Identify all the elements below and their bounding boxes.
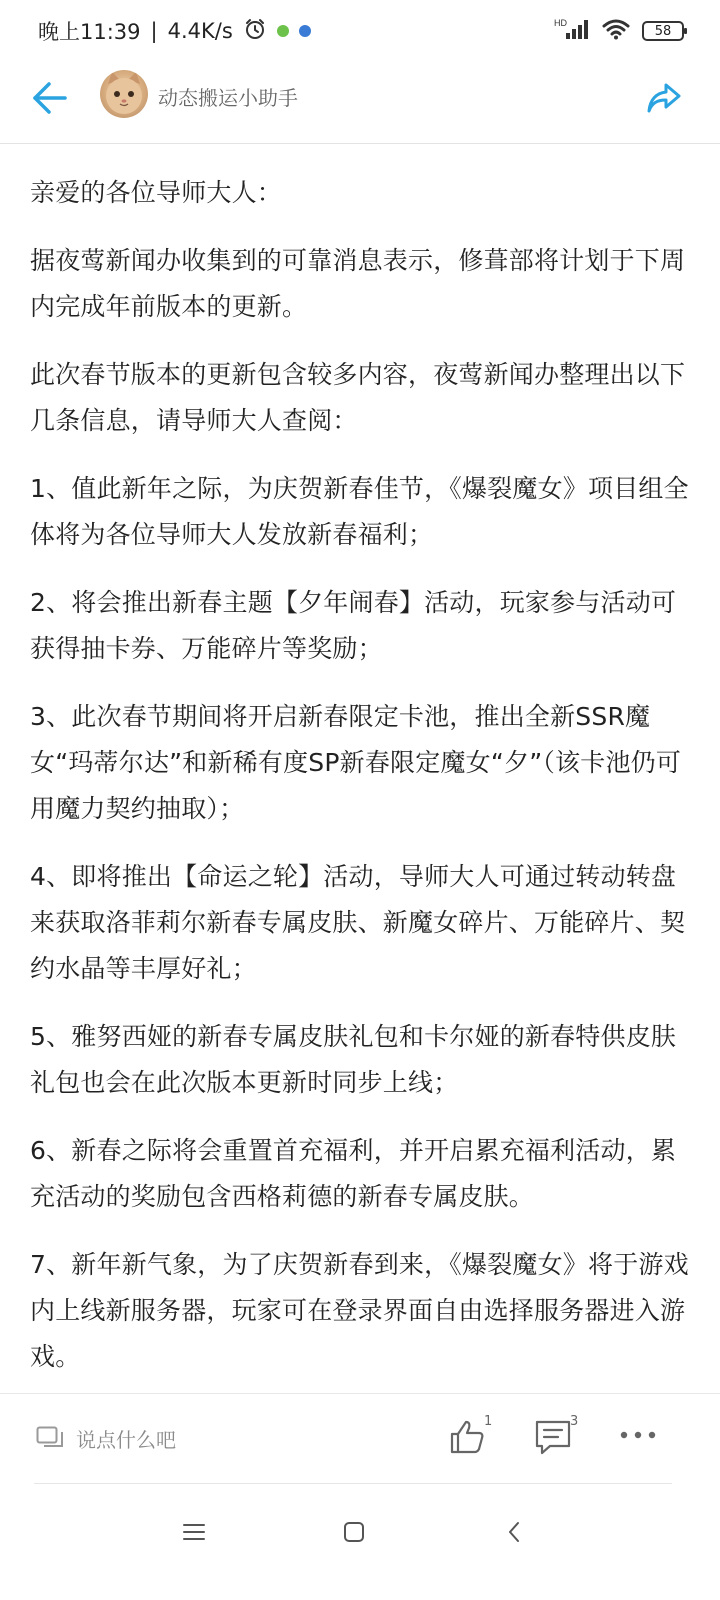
- paragraph-item-3: 3、此次春节期间将开启新春限定卡池，推出全新SSR魔女“玛蒂尔达”和新稀有度SP新春限定魔女“夕”（该卡池仍可用魔力契约抽取）；: [30, 702, 682, 823]
- network-label: HD: [554, 17, 567, 28]
- status-separator: |: [150, 19, 158, 43]
- status-bar: [0, 0, 720, 62]
- wifi-icon: [602, 18, 630, 45]
- paragraph-item-6: 6、新春之际将会重置首充福利，并开启累充福利活动，累充活动的奖励包含西格莉德的新春专属皮肤。: [30, 1136, 677, 1211]
- cat-avatar-icon: [100, 70, 148, 118]
- nav-menu-button[interactable]: [174, 1512, 214, 1552]
- bottom-divider: [34, 1483, 672, 1484]
- comment-input[interactable]: [36, 1424, 176, 1453]
- avatar[interactable]: [100, 70, 148, 118]
- paragraph-item-2: 2、将会推出新春主题【夕年闹春】活动，玩家参与活动可获得抽卡券、万能碎片等奖励；: [30, 588, 677, 663]
- paragraph-item-7: 7、新年新气象，为了庆贺新春到来，《爆裂魔女》将于游戏内上线新服务器，玩家可在登录界面自由选择服务器进入游戏。: [30, 1250, 689, 1371]
- comment-count: 3: [570, 1414, 579, 1429]
- alarm-icon: [243, 17, 267, 46]
- nav-home-button[interactable]: [334, 1512, 374, 1552]
- more-icon: [618, 1428, 658, 1442]
- like-button[interactable]: [448, 1414, 493, 1456]
- signal-icon: [554, 17, 590, 46]
- paragraph-greeting: 亲爱的各位导师大人：: [30, 178, 283, 207]
- status-speed: 4.4K/s: [167, 19, 233, 43]
- status-right: [554, 17, 684, 46]
- app-header: [0, 62, 720, 144]
- thumbs-up-icon: [448, 1418, 486, 1456]
- battery-level: 58: [654, 23, 672, 39]
- status-left: [38, 16, 311, 46]
- paragraph-item-4: 4、即将推出【命运之轮】活动，导师大人可通过转动转盘来获取洛菲莉尔新春专属皮肤、新魔女碎片、万能碎片、契约水晶等丰厚好礼；: [30, 862, 686, 983]
- battery-icon: [642, 21, 684, 41]
- more-button[interactable]: [618, 1428, 658, 1442]
- back-arrow-icon: [31, 81, 69, 115]
- home-square-icon: [342, 1520, 366, 1544]
- status-time: 晚上11:39: [38, 20, 141, 44]
- app-notification-blue-icon: [299, 25, 311, 37]
- comment-placeholder: 说点什么吧: [76, 1428, 176, 1452]
- comment-input-icon: [36, 1426, 64, 1452]
- system-nav-bar: [0, 1490, 720, 1570]
- menu-icon: [182, 1522, 206, 1542]
- bottom-action-bar: [0, 1393, 720, 1483]
- nav-back-button[interactable]: [494, 1512, 534, 1552]
- paragraph-summary: 此次春节版本的更新包含较多内容，夜莺新闻办整理出以下几条信息，请导师大人查阅：: [30, 360, 686, 435]
- app-notification-green-icon: [277, 25, 289, 37]
- like-count: 1: [484, 1414, 493, 1429]
- paragraph-item-5: 5、雅努西娅的新春专属皮肤礼包和卡尔娅的新春特供皮肤礼包也会在此次版本更新时同步上线；: [30, 1022, 677, 1097]
- post-content: [30, 170, 690, 1402]
- paragraph-item-1: 1、值此新年之际，为庆贺新春佳节，《爆裂魔女》项目组全体将为各位导师大人发放新春福利；: [30, 474, 689, 549]
- share-button[interactable]: [642, 76, 686, 120]
- back-button[interactable]: [28, 76, 72, 120]
- paragraph-intro: 据夜莺新闻办收集到的可靠消息表示，修葺部将计划于下周内完成年前版本的更新。: [30, 246, 686, 321]
- comment-icon: [534, 1418, 572, 1456]
- share-icon: [646, 82, 682, 114]
- comment-button[interactable]: [534, 1414, 579, 1456]
- page-title[interactable]: 动态搬运小助手: [158, 86, 298, 110]
- nav-back-icon: [506, 1520, 522, 1544]
